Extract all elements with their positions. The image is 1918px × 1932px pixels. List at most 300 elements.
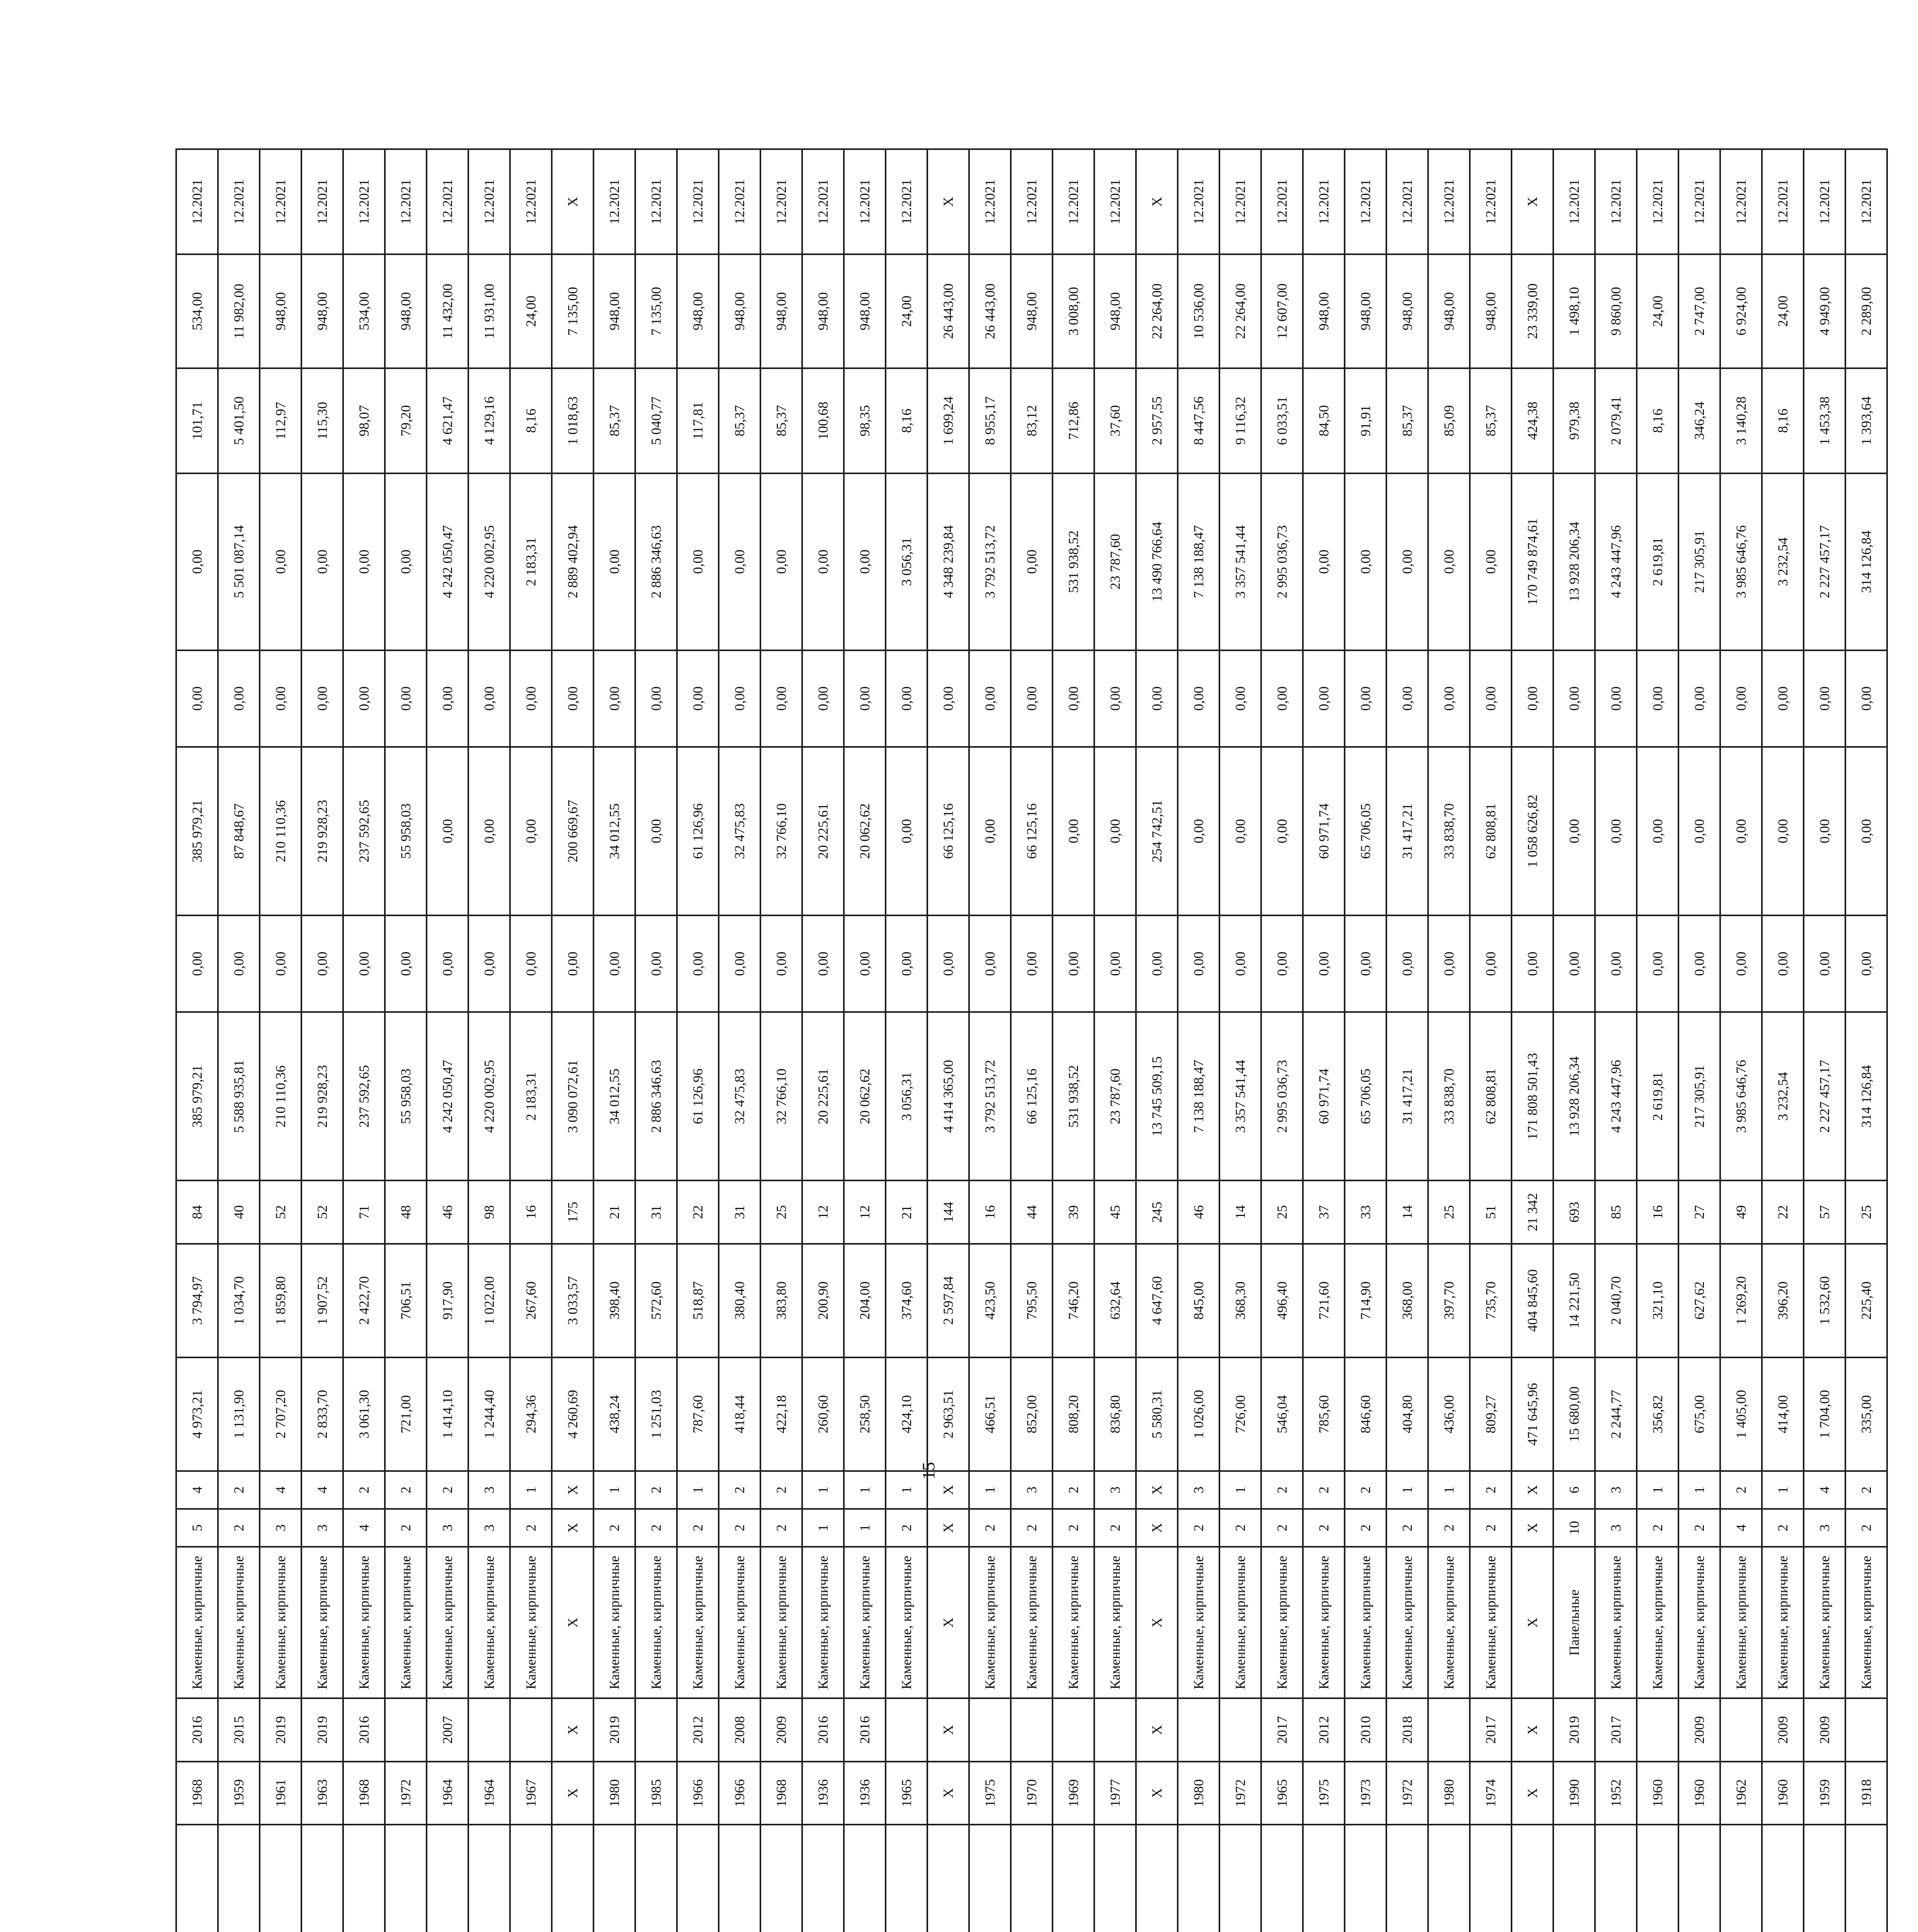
table-cell: 0,00 xyxy=(1011,915,1053,1012)
table-cell: 0,00 xyxy=(635,650,677,747)
table-cell: 1963 xyxy=(301,1762,343,1825)
table-cell: Каменные, кирпичные xyxy=(969,1547,1011,1698)
table-row xyxy=(510,149,552,1932)
table-row xyxy=(1219,149,1261,1932)
table-cell: 0,00 xyxy=(760,650,802,747)
table-cell: 0,00 xyxy=(1053,650,1094,747)
table-cell: 24,00 xyxy=(886,254,927,368)
table-cell: 10 xyxy=(1553,1509,1595,1547)
table-cell: 0,00 xyxy=(969,915,1011,1012)
table-cell xyxy=(1011,1698,1053,1761)
table-cell: 12.2021 xyxy=(1011,149,1053,254)
table-cell: 2 xyxy=(760,1471,802,1509)
table-cell: 21 xyxy=(593,1180,635,1243)
table-cell: 217 305,91 xyxy=(1678,473,1720,650)
table-cell: 1 251,03 xyxy=(635,1357,677,1471)
address-cell xyxy=(1386,1825,1428,1932)
table-cell: 12.2021 xyxy=(969,149,1011,254)
table-row xyxy=(1345,149,1386,1932)
table-cell: Каменные, кирпичные xyxy=(1470,1547,1512,1698)
table-cell: 31 417,21 xyxy=(1386,1012,1428,1181)
table-row xyxy=(1178,149,1219,1932)
table-cell: 84 xyxy=(176,1180,218,1243)
table-cell: Панельные xyxy=(1553,1547,1595,1698)
table-cell: 0,00 xyxy=(1637,650,1678,747)
table-cell: 31 xyxy=(635,1180,677,1243)
table-cell: 3 061,30 xyxy=(343,1357,385,1471)
address-cell xyxy=(760,1825,802,1932)
table-cell: 1 414,10 xyxy=(427,1357,468,1471)
table-cell: 0,00 xyxy=(343,915,385,1012)
table-cell: 948,00 xyxy=(760,254,802,368)
table-cell: 0,00 xyxy=(1386,473,1428,650)
table-cell: 414,00 xyxy=(1762,1357,1804,1471)
table-cell: 1985 xyxy=(635,1762,677,1825)
table-cell: Каменные, кирпичные xyxy=(427,1547,468,1698)
table-cell: Каменные, кирпичные xyxy=(176,1547,218,1698)
table-cell: Каменные, кирпичные xyxy=(1011,1547,1053,1698)
table-cell: 4 647,60 xyxy=(1136,1244,1178,1357)
table-cell: 12.2021 xyxy=(1053,149,1094,254)
table-cell: 85,37 xyxy=(1470,368,1512,473)
table-cell: 12.2021 xyxy=(260,149,301,254)
table-cell: 0,00 xyxy=(760,473,802,650)
table-cell: 0,00 xyxy=(886,747,927,915)
table-cell: 1975 xyxy=(969,1762,1011,1825)
table-cell: 91,91 xyxy=(1345,368,1386,473)
table-cell: 3 056,31 xyxy=(886,473,927,650)
table-cell: 13 928 206,34 xyxy=(1553,1012,1595,1181)
table-cell: X xyxy=(1512,1471,1553,1509)
table-cell: 0,00 xyxy=(927,650,969,747)
table-cell: 24,00 xyxy=(510,254,552,368)
table-cell: 1960 xyxy=(1637,1762,1678,1825)
table-cell: 4 xyxy=(301,1471,343,1509)
address-cell xyxy=(886,1825,927,1932)
table-cell: 254 742,51 xyxy=(1136,747,1178,915)
table-cell: 2010 xyxy=(1345,1698,1386,1761)
table-cell: 714,90 xyxy=(1345,1244,1386,1357)
address-cell xyxy=(1261,1825,1303,1932)
table-cell: 572,60 xyxy=(635,1244,677,1357)
table-cell: 3 xyxy=(468,1471,510,1509)
table-cell: 2 xyxy=(1178,1509,1219,1547)
table-cell xyxy=(635,1698,677,1761)
table-cell: 12.2021 xyxy=(1261,149,1303,254)
table-row xyxy=(635,149,677,1932)
table-row xyxy=(1428,149,1470,1932)
table-cell: 2 xyxy=(343,1471,385,1509)
table-cell: Каменные, кирпичные xyxy=(593,1547,635,1698)
table-cell: 418,44 xyxy=(719,1357,760,1471)
table-cell: 2 xyxy=(719,1471,760,1509)
table-cell: 5 040,77 xyxy=(635,368,677,473)
table-cell: 1980 xyxy=(1428,1762,1470,1825)
table-row xyxy=(1804,149,1845,1932)
table-cell: 0,00 xyxy=(468,650,510,747)
table-cell: 438,24 xyxy=(593,1357,635,1471)
table-cell: X xyxy=(1512,1762,1553,1825)
table-cell: 0,00 xyxy=(1762,650,1804,747)
table-cell: 2 xyxy=(1219,1509,1261,1547)
table-cell: 204,00 xyxy=(844,1244,886,1357)
table-cell: 385 979,21 xyxy=(176,747,218,915)
table-cell: 846,60 xyxy=(1345,1357,1386,1471)
table-cell: 12.2021 xyxy=(218,149,260,254)
table-row xyxy=(677,149,719,1932)
table-cell: 0,00 xyxy=(969,747,1011,915)
table-cell: 7 138 188,47 xyxy=(1178,473,1219,650)
table-cell: 2 xyxy=(635,1471,677,1509)
table-cell: 12.2021 xyxy=(1720,149,1762,254)
table-row xyxy=(1261,149,1303,1932)
table-row xyxy=(176,149,218,1932)
table-cell: 1967 xyxy=(510,1762,552,1825)
table-cell: 34 012,55 xyxy=(593,747,635,915)
table-cell: 1 498,10 xyxy=(1553,254,1595,368)
table-cell: 1964 xyxy=(427,1762,468,1825)
table-cell: 0,00 xyxy=(1094,650,1136,747)
table-cell: Каменные, кирпичные xyxy=(844,1547,886,1698)
table-cell: X xyxy=(1136,1509,1178,1547)
table-cell xyxy=(1094,1698,1136,1761)
table-cell: 3 033,57 xyxy=(552,1244,593,1357)
table-cell: 0,00 xyxy=(1053,747,1094,915)
table-cell: 22 264,00 xyxy=(1219,254,1261,368)
table-cell: 0,00 xyxy=(1595,747,1637,915)
table-cell: 1 018,63 xyxy=(552,368,593,473)
table-cell: 7 135,00 xyxy=(552,254,593,368)
table-cell: 2019 xyxy=(301,1698,343,1761)
table-cell: 26 443,00 xyxy=(969,254,1011,368)
table-cell: 3 794,97 xyxy=(176,1244,218,1357)
address-cell xyxy=(1845,1825,1887,1932)
table-cell: 65 706,05 xyxy=(1345,1012,1386,1181)
table-row xyxy=(1053,149,1094,1932)
table-cell: 25 xyxy=(1845,1180,1887,1243)
table-cell: X xyxy=(1512,1698,1553,1761)
table-cell: 2 xyxy=(1470,1509,1512,1547)
table-cell: X xyxy=(927,149,969,254)
table-cell: 12 xyxy=(802,1180,844,1243)
table-cell: 2 xyxy=(1303,1471,1345,1509)
table-cell: Каменные, кирпичные xyxy=(1345,1547,1386,1698)
table-cell: 4 xyxy=(343,1509,385,1547)
table-cell: 1 xyxy=(1762,1471,1804,1509)
table-cell: Каменные, кирпичные xyxy=(1595,1547,1637,1698)
table-cell: 2 619,81 xyxy=(1637,1012,1678,1181)
table-cell: 0,00 xyxy=(385,650,427,747)
table-cell: 6 xyxy=(1553,1471,1595,1509)
table-cell: 0,00 xyxy=(1345,650,1386,747)
table-cell: 2009 xyxy=(760,1698,802,1761)
table-row xyxy=(1470,149,1512,1932)
table-cell: 85,37 xyxy=(593,368,635,473)
table-cell: 12.2021 xyxy=(1804,149,1845,254)
table-cell: 3 232,54 xyxy=(1762,473,1804,650)
address-cell xyxy=(1094,1825,1136,1932)
table-cell: 52 xyxy=(260,1180,301,1243)
registry-table-rotated xyxy=(175,148,1906,1932)
table-cell: 0,00 xyxy=(719,650,760,747)
table-cell xyxy=(1637,1698,1678,1761)
table-cell: 2 422,70 xyxy=(343,1244,385,1357)
table-cell: 71 xyxy=(343,1180,385,1243)
table-cell: 32 475,83 xyxy=(719,1012,760,1181)
table-cell: 1959 xyxy=(1804,1762,1845,1825)
table-cell: 3 792 513,72 xyxy=(969,1012,1011,1181)
address-cell xyxy=(510,1825,552,1932)
table-cell: 2 xyxy=(677,1509,719,1547)
table-cell: Каменные, кирпичные xyxy=(218,1547,260,1698)
table-cell: 2 619,81 xyxy=(1637,473,1678,650)
table-cell: 2 xyxy=(760,1509,802,1547)
table-cell: 1 907,52 xyxy=(301,1244,343,1357)
address-cell xyxy=(1553,1825,1595,1932)
total-row xyxy=(1136,149,1178,1932)
table-cell: 2 xyxy=(1345,1471,1386,1509)
table-cell: 8,16 xyxy=(886,368,927,473)
table-cell: 294,36 xyxy=(510,1357,552,1471)
table-cell: 1 393,64 xyxy=(1845,368,1887,473)
table-cell: Каменные, кирпичные xyxy=(260,1547,301,1698)
table-cell: X xyxy=(552,149,593,254)
table-cell: 0,00 xyxy=(969,650,1011,747)
table-cell: X xyxy=(1136,1547,1178,1698)
table-cell: 2 227 457,17 xyxy=(1804,473,1845,650)
table-cell: 808,20 xyxy=(1053,1357,1094,1471)
table-row xyxy=(1386,149,1428,1932)
table-cell: 3 232,54 xyxy=(1762,1012,1804,1181)
table-cell: 1 xyxy=(1678,1471,1720,1509)
address-cell xyxy=(1720,1825,1762,1932)
table-cell: 2 833,70 xyxy=(301,1357,343,1471)
address-cell xyxy=(343,1825,385,1932)
table-cell: Каменные, кирпичные xyxy=(385,1547,427,1698)
table-cell: 2 xyxy=(427,1471,468,1509)
table-cell: 20 225,61 xyxy=(802,747,844,915)
table-cell: 1 xyxy=(593,1471,635,1509)
table-cell: 0,00 xyxy=(593,650,635,747)
table-row xyxy=(260,149,301,1932)
table-cell: 466,51 xyxy=(969,1357,1011,1471)
table-cell: Каменные, кирпичные xyxy=(1219,1547,1261,1698)
table-cell: 398,40 xyxy=(593,1244,635,1357)
table-cell: 0,00 xyxy=(844,473,886,650)
table-cell: 0,00 xyxy=(1804,747,1845,915)
table-cell: 79,20 xyxy=(385,368,427,473)
table-cell: 4 xyxy=(260,1471,301,1509)
table-cell: 1 xyxy=(844,1471,886,1509)
table-cell: 8 955,17 xyxy=(969,368,1011,473)
table-cell: 0,00 xyxy=(1804,650,1845,747)
table-cell: 3 xyxy=(1178,1471,1219,1509)
table-cell: 0,00 xyxy=(510,650,552,747)
table-cell: 1959 xyxy=(218,1762,260,1825)
table-cell: 627,62 xyxy=(1678,1244,1720,1357)
table-cell: 112,97 xyxy=(260,368,301,473)
table-cell: 1968 xyxy=(760,1762,802,1825)
table-cell: 0,00 xyxy=(1553,650,1595,747)
table-cell: 1968 xyxy=(176,1762,218,1825)
table-cell: 0,00 xyxy=(1261,747,1303,915)
table-cell: 0,00 xyxy=(176,915,218,1012)
table-cell: 3 792 513,72 xyxy=(969,473,1011,650)
table-cell: 0,00 xyxy=(1261,650,1303,747)
table-cell: 0,00 xyxy=(1470,650,1512,747)
address-cell xyxy=(593,1825,635,1932)
table-cell: 12.2021 xyxy=(1345,149,1386,254)
table-cell: 13 928 206,34 xyxy=(1553,473,1595,650)
table-cell: 22 264,00 xyxy=(1136,254,1178,368)
table-cell: 0,00 xyxy=(427,747,468,915)
table-row xyxy=(218,149,260,1932)
table-cell: Каменные, кирпичные xyxy=(1804,1547,1845,1698)
table-cell: 0,00 xyxy=(1678,915,1720,1012)
table-cell: Каменные, кирпичные xyxy=(802,1547,844,1698)
table-cell: 87 848,67 xyxy=(218,747,260,915)
table-row xyxy=(1720,149,1762,1932)
address-cell xyxy=(1595,1825,1637,1932)
table-cell: 100,68 xyxy=(802,368,844,473)
table-cell xyxy=(1178,1698,1219,1761)
table-row xyxy=(1303,149,1345,1932)
table-cell: 0,00 xyxy=(1136,915,1178,1012)
table-cell: 2 xyxy=(719,1509,760,1547)
table-cell xyxy=(969,1698,1011,1761)
table-cell: 5 401,50 xyxy=(218,368,260,473)
table-cell: 0,00 xyxy=(385,473,427,650)
table-cell: 948,00 xyxy=(1386,254,1428,368)
table-cell: 267,60 xyxy=(510,1244,552,1357)
table-cell: 0,00 xyxy=(1011,650,1053,747)
table-cell: 11 982,00 xyxy=(218,254,260,368)
table-row xyxy=(468,149,510,1932)
table-cell: 0,00 xyxy=(802,650,844,747)
table-row xyxy=(301,149,343,1932)
table-cell: 2 xyxy=(1053,1471,1094,1509)
table-row xyxy=(802,149,844,1932)
table-cell: 948,00 xyxy=(301,254,343,368)
table-cell: 14 xyxy=(1219,1180,1261,1243)
table-cell: 1 xyxy=(510,1471,552,1509)
total-row xyxy=(1512,149,1553,1932)
table-cell: 84,50 xyxy=(1303,368,1345,473)
table-cell: 1 026,00 xyxy=(1178,1357,1219,1471)
table-cell: 3 xyxy=(1595,1471,1637,1509)
table-cell: 1960 xyxy=(1762,1762,1804,1825)
total-label xyxy=(552,1825,593,1932)
table-cell: 3 xyxy=(468,1509,510,1547)
table-cell: 385 979,21 xyxy=(176,1012,218,1181)
table-cell: 39 xyxy=(1053,1180,1094,1243)
table-cell: 3 090 072,61 xyxy=(552,1012,593,1181)
table-cell: 0,00 xyxy=(510,915,552,1012)
address-cell xyxy=(1428,1825,1470,1932)
address-cell xyxy=(1219,1825,1261,1932)
table-cell: 0,00 xyxy=(802,473,844,650)
table-cell: 3 140,28 xyxy=(1720,368,1762,473)
table-cell: 12.2021 xyxy=(1094,149,1136,254)
table-cell: 0,00 xyxy=(427,915,468,1012)
table-cell: 12.2021 xyxy=(1178,149,1219,254)
table-cell: 0,00 xyxy=(176,650,218,747)
table-cell: Каменные, кирпичные xyxy=(510,1547,552,1698)
table-cell: 675,00 xyxy=(1678,1357,1720,1471)
table-cell: 21 xyxy=(886,1180,927,1243)
table-cell: 83,12 xyxy=(1011,368,1053,473)
address-cell xyxy=(1470,1825,1512,1932)
table-cell: 258,50 xyxy=(844,1357,886,1471)
table-cell: 2 963,51 xyxy=(927,1357,969,1471)
table-cell: 2 995 036,73 xyxy=(1261,1012,1303,1181)
table-cell: 496,40 xyxy=(1261,1244,1303,1357)
table-cell: 210 110,36 xyxy=(260,1012,301,1181)
table-cell: 948,00 xyxy=(802,254,844,368)
table-cell: Каменные, кирпичные xyxy=(1178,1547,1219,1698)
table-cell: 917,90 xyxy=(427,1244,468,1357)
table-cell xyxy=(1053,1698,1094,1761)
table-cell: 0,00 xyxy=(1386,650,1428,747)
table-cell: 0,00 xyxy=(844,650,886,747)
table-cell: 1977 xyxy=(1094,1762,1136,1825)
table-cell: 2 xyxy=(1386,1509,1428,1547)
table-cell: 1980 xyxy=(1178,1762,1219,1825)
table-cell: 12 607,00 xyxy=(1261,254,1303,368)
table-cell: 1 034,70 xyxy=(218,1244,260,1357)
table-cell: Каменные, кирпичные xyxy=(1053,1547,1094,1698)
address-cell xyxy=(719,1825,760,1932)
table-cell: 0,00 xyxy=(593,473,635,650)
address-cell xyxy=(1053,1825,1094,1932)
table-cell: 1 xyxy=(802,1509,844,1547)
table-cell: 12.2021 xyxy=(343,149,385,254)
table-cell: 0,00 xyxy=(1178,747,1219,915)
table-cell: 0,00 xyxy=(1553,747,1595,915)
table-row xyxy=(969,149,1011,1932)
table-cell: 117,81 xyxy=(677,368,719,473)
table-cell: 0,00 xyxy=(385,915,427,1012)
table-cell: 0,00 xyxy=(1053,915,1094,1012)
table-cell: 948,00 xyxy=(260,254,301,368)
table-cell: 0,00 xyxy=(1345,915,1386,1012)
table-cell: 210 110,36 xyxy=(260,747,301,915)
table-cell: 0,00 xyxy=(1178,915,1219,1012)
table-cell: 1969 xyxy=(1053,1762,1094,1825)
table-cell: 1 xyxy=(677,1471,719,1509)
table-cell: 3 985 646,76 xyxy=(1720,1012,1762,1181)
table-cell: 948,00 xyxy=(844,254,886,368)
table-cell: 948,00 xyxy=(1011,254,1053,368)
table-cell: 1 xyxy=(802,1471,844,1509)
table-cell: 534,00 xyxy=(343,254,385,368)
table-cell: 12.2021 xyxy=(760,149,802,254)
table-cell: 12.2021 xyxy=(677,149,719,254)
table-cell: 1936 xyxy=(802,1762,844,1825)
address-cell xyxy=(301,1825,343,1932)
table-cell: 2 xyxy=(1011,1509,1053,1547)
table-cell: 0,00 xyxy=(1428,650,1470,747)
table-cell: 1 xyxy=(1637,1471,1678,1509)
table-cell: 1 131,90 xyxy=(218,1357,260,1471)
table-cell: 2009 xyxy=(1762,1698,1804,1761)
table-cell: 4 xyxy=(1720,1509,1762,1547)
table-cell: 12.2021 xyxy=(1762,149,1804,254)
table-cell: 115,30 xyxy=(301,368,343,473)
table-cell: 0,00 xyxy=(301,915,343,1012)
table-cell: 0,00 xyxy=(1428,915,1470,1012)
table-cell: 2 244,77 xyxy=(1595,1357,1637,1471)
